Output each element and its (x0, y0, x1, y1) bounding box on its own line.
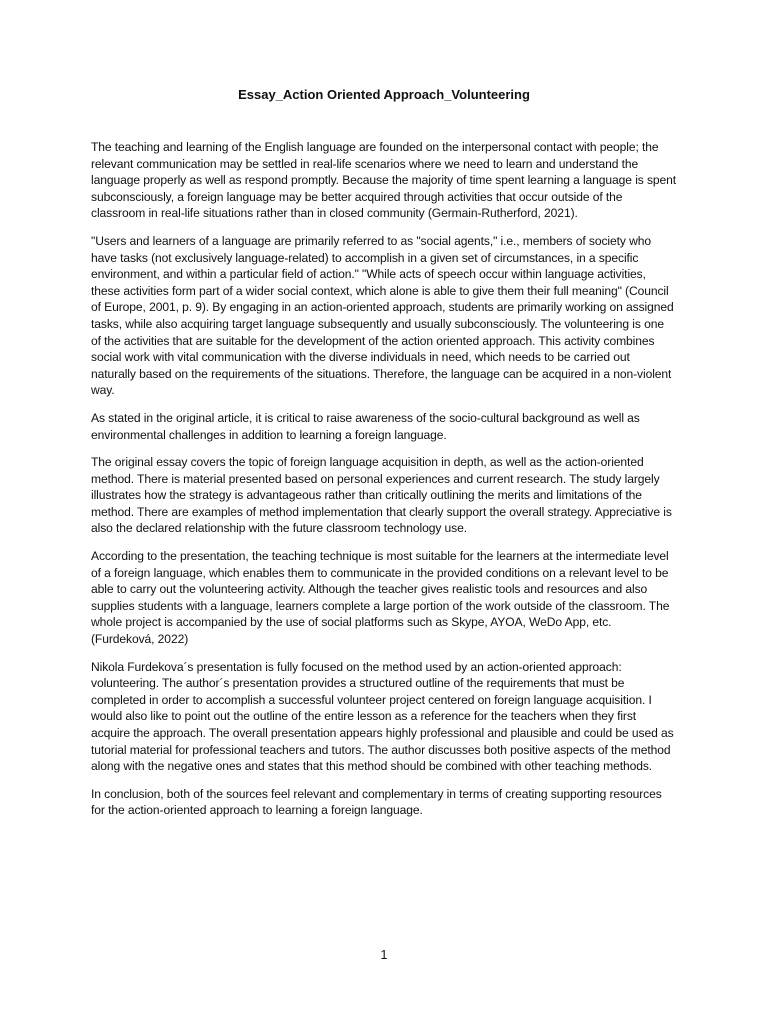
paragraph: "Users and learners of a language are primarily referred to as "social agents," i.e., members of society who have tasks (not exclusively language-related) to accomplish in a given set of circumstances, in a specific environment, and within a particular field of action." "While acts of speech occur within language activities, these activities form part of a wider social context, which alone is able to give them their full meaning" (Council of Europe, 2001, p. 9). By engaging in an action-oriented approach, students are primarily working on assigned tasks, while also acquiring target language subsequently and usually subconsciously. The volunteering is one of the activities that are suitable for the development of the action oriented approach. This activity combines social work with vital communication with the diverse individuals in need, which needs to be carried out naturally based on the requirements of the situations. Therefore, the language can be acquired in a non-violent way. (91, 233, 674, 398)
paragraph: Nikola Furdekova´s presentation is fully focused on the method used by an action-oriented approach: volunteering. The author´s presentation provides a structured outline of the requirements that must be completed in order to accomplish a successful volunteer project centered on foreign language acquisition. I would also like to point out the outline of the entire lesson as a reference for the teachers when they first acquire the approach. The overall presentation appears highly professional and plausible and could be used as tutorial material for professional teachers and tutors. The author discusses both positive aspects of the method along with the negative ones and states that this method should be combined with other teaching methods. (91, 659, 674, 774)
paragraph: In conclusion, both of the sources feel relevant and complementary in terms of creating supporting resources for the action-oriented approach to learning a foreign language. (91, 786, 662, 818)
page-number: 1 (380, 948, 388, 962)
document-title: Essay_Action Oriented Approach_Volunteering (238, 87, 530, 102)
paragraph: As stated in the original article, it is critical to raise awareness of the socio-cultural background as well as environmental challenges in addition to learning a foreign language. (91, 410, 640, 442)
paragraph: The original essay covers the topic of foreign language acquisition in depth, as well as the action-oriented method. There is material presented based on personal experiences and current research. The study largely illustrates how the strategy is advantageous rather than critically outlining the merits and limitations of the method. There are examples of method implementation that clearly support the overall strategy. Appreciative is also the declared relationship with the future classroom technology use. (91, 455, 672, 536)
paragraph: The teaching and learning of the English language are founded on the interpersonal contact with people; the relevant communication may be settled in real-life scenarios where we need to learn and understand the language properly as well as respond promptly. Because the majority of time spent learning a language is spent subconsciously, a foreign language may be better acquired through activities that occur outside of the classroom in real-life situations rather than in closed community (Germain-Rutherford, 2021). (91, 140, 677, 221)
document-body (91, 139, 677, 830)
paragraph: According to the presentation, the teaching technique is most suitable for the learners at the intermediate level of a foreign language, which enables them to communicate in the provided conditions on a relevant level to be able to carry out the volunteering activity. Although the teacher gives realistic tools and resources and also supplies students with a language, learners complete a large portion of the work outside of the classroom. The whole project is accompanied by the use of social platforms such as Skype, AYOA, WeDo App, etc. (Furdeková, 2022) (91, 549, 670, 647)
